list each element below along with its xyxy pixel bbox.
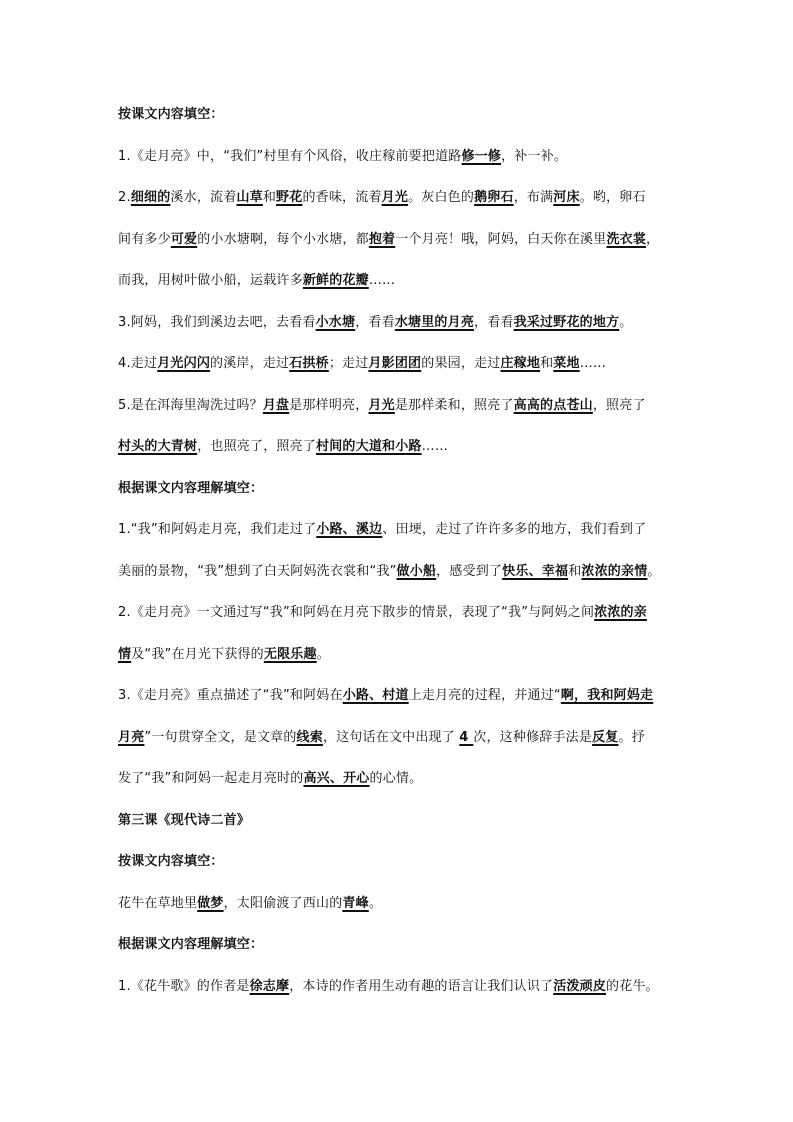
answer-blank: 线索 bbox=[296, 729, 323, 745]
text-line bbox=[118, 395, 678, 437]
text-line bbox=[118, 768, 678, 810]
line-text: 。 bbox=[316, 646, 330, 662]
line-text: 一个月亮！哦，阿妈，白天你在溪里 bbox=[395, 231, 607, 247]
line-text: 2.《走月亮》一文通过写“我”和阿妈在月亮下散步的情景，表现了“我”与阿妈之间 bbox=[118, 605, 595, 620]
line-text: ，这句话在文中出现了 bbox=[322, 729, 460, 745]
answer-blank: 洗衣裳 bbox=[606, 231, 647, 247]
line-text: 的小水塘啊，每个小水塘，都 bbox=[197, 231, 369, 247]
line-text: 美丽的景物，“我”想到了白天阿妈洗衣裳和“我” bbox=[118, 563, 397, 579]
answer-blank: 高兴、开心 bbox=[303, 771, 370, 786]
line-text: …… bbox=[579, 356, 607, 371]
line-text: 是那样明亮， bbox=[289, 397, 369, 413]
answer-blank: 徐志摩 bbox=[249, 978, 290, 994]
answer-blank: 活泼顽皮 bbox=[553, 978, 607, 994]
answer-blank: 无限乐趣 bbox=[263, 646, 317, 662]
answer-blank: 高高的点苍山 bbox=[513, 397, 593, 413]
answer-blank: 青峰 bbox=[342, 895, 369, 911]
line-text: 5.是在洱海里淘洗过吗？ bbox=[118, 397, 263, 413]
section-heading: 按课文内容填空： bbox=[118, 854, 224, 869]
line-text: ，感受到了 bbox=[436, 563, 503, 579]
answer-blank: 做梦 bbox=[197, 895, 224, 911]
answer-blank: 月光 bbox=[381, 190, 409, 205]
answer-blank: 小路、村道 bbox=[342, 688, 409, 703]
text-line bbox=[118, 685, 678, 727]
answer-blank: 我采过野花的地方 bbox=[513, 314, 620, 330]
answer-blank: 河床 bbox=[553, 190, 580, 205]
text-line bbox=[118, 229, 678, 271]
text-line bbox=[118, 270, 678, 312]
line-text: 的花牛。 bbox=[606, 978, 659, 994]
line-text: 。哟，卵石 bbox=[579, 190, 646, 205]
answer-blank: 石拱桥 bbox=[289, 356, 329, 371]
answer-blank: 情 bbox=[118, 646, 132, 662]
line-text: ”一句贯穿全文，是文章的 bbox=[144, 729, 297, 745]
answer-blank: 做小船 bbox=[396, 563, 437, 579]
text-line bbox=[118, 436, 678, 478]
section-heading: 根据课文内容理解填空： bbox=[118, 937, 264, 952]
line-text: ，布满 bbox=[513, 190, 554, 205]
line-text: 1.《走月亮》中，“我们”村里有个风俗，收庄稼前要把道路 bbox=[118, 148, 462, 164]
line-text: 的果园，走过 bbox=[421, 356, 501, 371]
answer-blank: 山草 bbox=[236, 190, 263, 205]
text-line bbox=[118, 727, 678, 769]
line-text: 和 bbox=[540, 356, 554, 371]
line-text: …… bbox=[368, 273, 396, 288]
answer-blank: 野花 bbox=[276, 190, 303, 205]
section-heading: 按课文内容填空： bbox=[118, 107, 224, 122]
answer-blank: 鹅卵石 bbox=[474, 190, 514, 205]
answer-blank: 浓浓的亲情 bbox=[581, 563, 648, 579]
line-text: ，本诗的作者用生动有趣的语言让我们认识了 bbox=[289, 978, 554, 994]
line-text: 上走月亮的过程，并通过“ bbox=[408, 688, 561, 703]
answer-blank: 反复 bbox=[592, 729, 619, 745]
line-text: 花牛在草地里 bbox=[118, 895, 198, 911]
answer-blank: 细细的 bbox=[130, 190, 171, 205]
line-text: …… bbox=[421, 439, 449, 454]
answer-blank: 啊，我和阿妈走 bbox=[560, 688, 654, 703]
text-line bbox=[118, 478, 678, 520]
text-line bbox=[118, 602, 678, 644]
answer-blank: 菜地 bbox=[553, 356, 580, 371]
text-line bbox=[118, 519, 678, 561]
line-text: ，看看 bbox=[474, 314, 514, 330]
line-text: 。 bbox=[368, 895, 383, 911]
line-text: 发了“我”和阿妈一起走月亮时的 bbox=[118, 771, 304, 786]
section-heading: 根据课文内容理解填空： bbox=[118, 480, 264, 496]
line-text: 。灰白色的 bbox=[408, 190, 475, 205]
answer-blank: 可爱 bbox=[170, 231, 198, 247]
answer-blank: 4 bbox=[459, 729, 474, 745]
line-text: 的心情。 bbox=[369, 771, 423, 786]
line-text: 、田埂，走过了许许多多的地方，我们看到了 bbox=[382, 522, 647, 537]
answer-blank: 庄稼地 bbox=[500, 356, 541, 371]
answer-blank: 小水塘 bbox=[315, 314, 356, 330]
document-page bbox=[118, 104, 678, 1017]
answer-blank: 抱着 bbox=[368, 231, 396, 247]
answer-blank: 小路、溪边 bbox=[316, 522, 383, 537]
line-text: 4.走过 bbox=[118, 356, 158, 371]
answer-blank: 快乐、幸福 bbox=[502, 563, 569, 579]
text-line bbox=[118, 976, 678, 1018]
text-line bbox=[118, 810, 678, 852]
line-text: ，看看 bbox=[355, 314, 395, 330]
line-text: 的香味，流着 bbox=[302, 190, 382, 205]
line-text: 间有多少 bbox=[118, 231, 171, 247]
text-line bbox=[118, 146, 678, 188]
line-text: 2. bbox=[118, 190, 131, 205]
answer-blank: 村头的大青树 bbox=[118, 439, 198, 454]
text-line bbox=[118, 851, 678, 893]
line-text: 及“我”在月光下获得的 bbox=[131, 646, 264, 662]
line-text: 和 bbox=[568, 563, 582, 579]
text-line bbox=[118, 104, 678, 146]
text-line bbox=[118, 187, 678, 229]
line-text: 3.阿妈，我们到溪边去吧，去看看 bbox=[118, 314, 316, 330]
line-text: 1.“我”和阿妈走月亮，我们走过了 bbox=[118, 522, 317, 537]
answer-blank: 月盘 bbox=[262, 397, 290, 413]
answer-blank: 水塘里的月亮 bbox=[394, 314, 475, 330]
text-line bbox=[118, 312, 678, 354]
answer-blank: 村间的大道和小路 bbox=[316, 439, 422, 454]
line-text: ；走过 bbox=[328, 356, 369, 371]
line-text: ，补一补。 bbox=[501, 148, 568, 164]
line-text: ，也照亮了，照亮了 bbox=[197, 439, 317, 454]
answer-blank: 月光 bbox=[368, 397, 395, 413]
line-text: 。抒 bbox=[618, 729, 645, 745]
answer-blank: 新鲜的花瓣 bbox=[302, 273, 369, 288]
text-line bbox=[118, 934, 678, 976]
text-line bbox=[118, 561, 678, 603]
answer-blank: 修一修 bbox=[461, 148, 502, 164]
line-text: 的溪岸，走过 bbox=[210, 356, 290, 371]
line-text: ， bbox=[646, 231, 660, 247]
answer-blank: 月影团团 bbox=[368, 356, 422, 371]
answer-blank: 月光闪闪 bbox=[157, 356, 211, 371]
text-line bbox=[118, 893, 678, 935]
line-text: 而我，用树叶做小船，运载许多 bbox=[118, 273, 303, 288]
line-text: 3.《走月亮》重点描述了“我”和阿妈在 bbox=[118, 688, 343, 703]
line-text: ，照亮了 bbox=[592, 397, 646, 413]
line-text: 次，这种修辞手法是 bbox=[473, 729, 593, 745]
line-text: ，太阳偷渡了西山的 bbox=[223, 895, 343, 911]
answer-blank: 月亮 bbox=[118, 729, 145, 745]
section-heading: 第三课《现代诗二首》 bbox=[118, 812, 251, 828]
line-text: 。 bbox=[647, 563, 661, 579]
line-text: 是那样柔和，照亮了 bbox=[394, 397, 514, 413]
text-line bbox=[118, 644, 678, 686]
text-line bbox=[118, 353, 678, 395]
line-text: 1.《花牛歌》的作者是 bbox=[118, 978, 250, 994]
line-text: 。 bbox=[619, 314, 633, 330]
line-text: 和 bbox=[262, 190, 277, 205]
answer-blank: 浓浓的亲 bbox=[594, 605, 647, 620]
line-text: 溪水，流着 bbox=[170, 190, 237, 205]
